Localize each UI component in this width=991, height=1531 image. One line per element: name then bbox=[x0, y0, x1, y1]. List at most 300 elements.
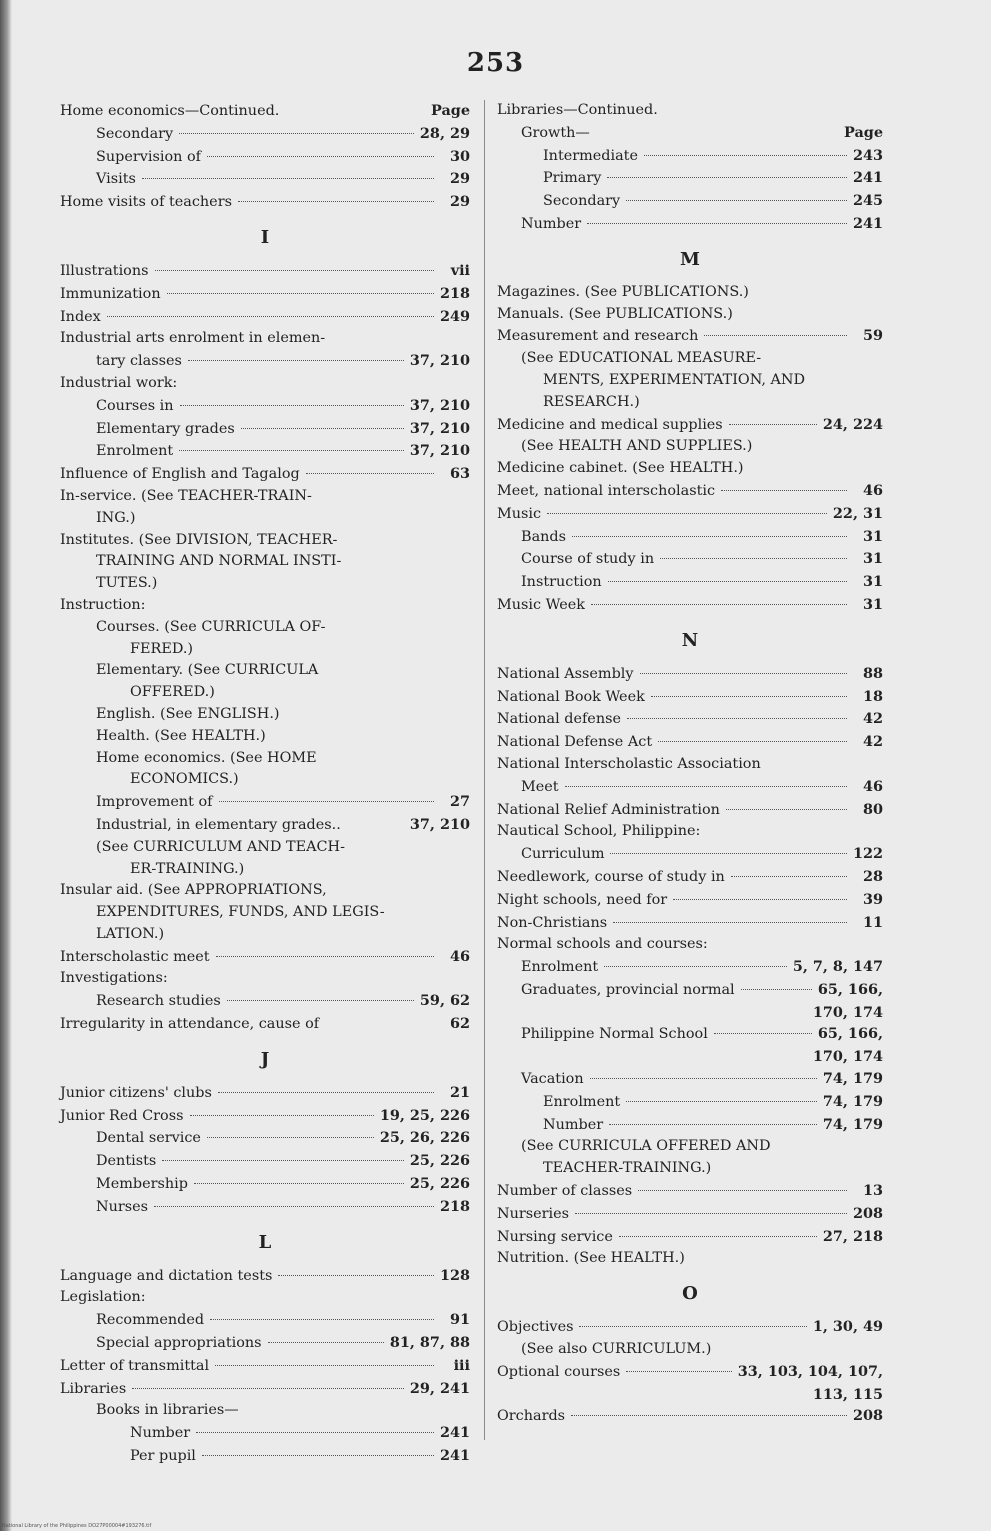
index-entry bbox=[497, 594, 883, 617]
index-entry bbox=[60, 283, 470, 306]
index-term: National Relief Administration bbox=[497, 801, 720, 818]
index-entry bbox=[497, 1248, 883, 1270]
index-entry bbox=[497, 799, 883, 822]
section-letter-o: O bbox=[682, 1283, 698, 1305]
dot-leader bbox=[194, 1183, 404, 1184]
index-entry bbox=[497, 956, 883, 979]
index-entry bbox=[60, 1287, 470, 1309]
page-reference: 63 bbox=[449, 465, 470, 483]
index-term: Number bbox=[130, 1425, 191, 1442]
index-term: Elementary grades bbox=[96, 420, 235, 437]
dot-leader bbox=[227, 1000, 414, 1001]
index-entry bbox=[60, 1150, 470, 1173]
dot-leader bbox=[604, 966, 787, 967]
index-entry bbox=[60, 791, 470, 814]
index-term: Recommended bbox=[96, 1312, 205, 1329]
dot-leader bbox=[215, 1365, 434, 1366]
page-reference: 29 bbox=[449, 170, 470, 188]
index-term: Magazines. (See PUBLICATIONS.) bbox=[497, 283, 749, 300]
dot-leader bbox=[572, 536, 847, 537]
dot-leader bbox=[179, 133, 414, 134]
index-entry bbox=[60, 191, 470, 214]
index-entry bbox=[497, 392, 883, 414]
dot-leader bbox=[626, 200, 847, 201]
index-entry bbox=[497, 731, 883, 754]
index-entry bbox=[60, 1445, 470, 1468]
index-entry bbox=[497, 1114, 883, 1137]
page-reference: 37, 210 bbox=[409, 352, 470, 370]
index-entry bbox=[497, 100, 883, 122]
page-reference: 5, 7, 8, 147 bbox=[792, 958, 883, 976]
index-column-left bbox=[60, 100, 470, 1468]
page-reference: 25, 226 bbox=[409, 1152, 470, 1170]
index-term: OFFERED.) bbox=[130, 684, 215, 701]
index-term: Immunization bbox=[60, 285, 161, 302]
index-term: Libraries—Continued. bbox=[497, 102, 658, 118]
page-reference: 18 bbox=[862, 687, 883, 705]
index-term: Index bbox=[60, 308, 101, 325]
index-term: Home economics—Continued. bbox=[60, 103, 280, 119]
index-term: Supervision of bbox=[96, 148, 201, 165]
index-entry bbox=[497, 1316, 883, 1339]
page-reference: 74, 179 bbox=[822, 1092, 883, 1110]
index-term: English. (See ENGLISH.) bbox=[96, 705, 280, 722]
index-entry bbox=[497, 1091, 883, 1114]
index-entry bbox=[60, 595, 470, 617]
index-entry bbox=[60, 260, 470, 283]
dot-leader bbox=[202, 1455, 434, 1456]
index-entry bbox=[497, 1226, 883, 1249]
page-reference: 241 bbox=[852, 169, 883, 187]
dot-leader bbox=[155, 270, 435, 271]
index-entry bbox=[60, 123, 470, 146]
dot-leader bbox=[640, 673, 847, 674]
index-term: Enrolment bbox=[543, 1093, 621, 1110]
dot-leader bbox=[741, 989, 812, 990]
dot-leader bbox=[132, 1388, 404, 1389]
dot-leader bbox=[731, 876, 847, 877]
index-term: Nurseries bbox=[497, 1205, 570, 1222]
dot-leader bbox=[547, 513, 827, 514]
dot-leader bbox=[268, 1342, 384, 1343]
page-reference: 19, 25, 226 bbox=[379, 1106, 470, 1124]
index-term: Home economics. (See HOME bbox=[96, 749, 317, 766]
index-term: Dentists bbox=[96, 1153, 157, 1170]
page-reference: 42 bbox=[862, 733, 883, 751]
index-term: EXPENDITURES, FUNDS, AND LEGIS- bbox=[96, 904, 385, 921]
index-entry bbox=[60, 1309, 470, 1332]
index-term: Letter of transmittal bbox=[60, 1357, 210, 1374]
page-reference: 37, 210 bbox=[409, 396, 470, 414]
index-term: Special appropriations bbox=[96, 1335, 262, 1352]
index-term: Vacation bbox=[521, 1071, 584, 1088]
index-entry bbox=[60, 1013, 470, 1036]
page-reference: 88 bbox=[862, 664, 883, 682]
index-term: (See also CURRICULUM.) bbox=[521, 1341, 712, 1358]
index-term: Books in libraries— bbox=[96, 1402, 239, 1419]
index-term: Number bbox=[521, 215, 582, 232]
index-term: Nursing service bbox=[497, 1228, 613, 1245]
index-entry bbox=[60, 639, 470, 661]
index-term: tary classes bbox=[96, 353, 182, 370]
index-term: TRAINING AND NORMAL INSTI- bbox=[96, 553, 342, 570]
dot-leader bbox=[107, 316, 434, 317]
index-entry bbox=[497, 1046, 883, 1068]
index-term: Home visits of teachers bbox=[60, 194, 232, 211]
index-entry bbox=[60, 373, 470, 395]
dot-leader bbox=[210, 1319, 434, 1320]
index-term: Graduates, provincial normal bbox=[521, 981, 735, 998]
page-reference: 218 bbox=[439, 284, 470, 302]
index-entry bbox=[60, 1378, 470, 1401]
index-entry bbox=[60, 1127, 470, 1150]
index-term: Enrolment bbox=[96, 443, 174, 460]
dot-leader bbox=[190, 1115, 374, 1116]
dot-leader bbox=[142, 178, 434, 179]
index-entry bbox=[60, 1355, 470, 1378]
dot-leader bbox=[207, 156, 434, 157]
index-entry bbox=[497, 821, 883, 843]
dot-leader bbox=[167, 293, 434, 294]
index-entry bbox=[497, 145, 883, 168]
dot-leader bbox=[726, 809, 847, 810]
index-entry bbox=[60, 395, 470, 418]
dot-leader bbox=[587, 223, 847, 224]
index-entry bbox=[60, 617, 470, 639]
page-reference: Page bbox=[431, 102, 470, 119]
index-term: (See HEALTH AND SUPPLIES.) bbox=[521, 438, 753, 455]
page-reference: 170, 174 bbox=[812, 1048, 883, 1066]
index-entry bbox=[497, 979, 883, 1002]
index-entry bbox=[60, 463, 470, 486]
index-term: Growth— bbox=[521, 124, 590, 141]
index-term: Industrial arts enrolment in elemen- bbox=[60, 330, 326, 347]
page-reference: 218 bbox=[439, 1197, 470, 1215]
dot-leader bbox=[610, 853, 846, 854]
index-term: Secondary bbox=[543, 193, 621, 210]
page-reference: 28 bbox=[862, 867, 883, 885]
scan-footer: National Library of the Philippines DO27P00004#193276.tif bbox=[2, 1523, 152, 1529]
index-entry bbox=[60, 946, 470, 969]
dot-leader bbox=[613, 922, 847, 923]
index-term: Curriculum bbox=[521, 846, 605, 863]
index-term: Nurses bbox=[96, 1198, 149, 1215]
index-entry bbox=[497, 526, 883, 549]
index-term: Junior Red Cross bbox=[60, 1107, 184, 1124]
page-reference: 24, 224 bbox=[822, 415, 883, 433]
index-term: Nutrition. (See HEALTH.) bbox=[497, 1250, 685, 1267]
index-term: Night schools, need for bbox=[497, 891, 668, 908]
index-entry bbox=[60, 1422, 470, 1445]
index-term: Optional courses bbox=[497, 1363, 621, 1380]
index-term: Improvement of bbox=[96, 794, 213, 811]
index-term: Legislation: bbox=[60, 1289, 146, 1306]
index-entry bbox=[60, 440, 470, 463]
index-term: Meet, national interscholastic bbox=[497, 482, 716, 499]
index-entry bbox=[60, 100, 470, 123]
index-entry bbox=[60, 328, 470, 350]
page-reference: 59 bbox=[862, 327, 883, 345]
index-term: Industrial work: bbox=[60, 374, 178, 391]
index-term: (See CURRICULUM AND TEACH- bbox=[96, 838, 345, 855]
dot-leader bbox=[619, 1236, 817, 1237]
index-term: FERED.) bbox=[130, 640, 194, 657]
dot-leader bbox=[154, 1206, 434, 1207]
column-divider bbox=[484, 100, 485, 1440]
page-reference: vii bbox=[450, 261, 470, 279]
index-term: Industrial, in elementary grades.. bbox=[96, 816, 341, 833]
index-entry bbox=[497, 122, 883, 145]
page-reference: 241 bbox=[439, 1424, 470, 1442]
index-term: Influence of English and Tagalog bbox=[60, 466, 300, 483]
dot-leader bbox=[627, 718, 847, 719]
page-reference: 42 bbox=[862, 710, 883, 728]
page-reference: 245 bbox=[852, 192, 883, 210]
index-term: Secondary bbox=[96, 125, 174, 142]
dot-leader bbox=[238, 201, 434, 202]
page-reference: 39 bbox=[862, 890, 883, 908]
index-entry bbox=[60, 859, 470, 881]
index-term: TUTES.) bbox=[96, 575, 158, 592]
index-entry bbox=[497, 1023, 883, 1046]
page-reference: 37, 210 bbox=[409, 442, 470, 460]
dot-leader bbox=[721, 490, 847, 491]
index-term: (See EDUCATIONAL MEASURE- bbox=[521, 350, 762, 367]
index-entry bbox=[60, 880, 470, 902]
page-reference: 37, 210 bbox=[409, 419, 470, 437]
page-number: 253 bbox=[466, 48, 525, 78]
index-term: Philippine Normal School bbox=[521, 1026, 708, 1043]
index-term: Medicine cabinet. (See HEALTH.) bbox=[497, 460, 744, 477]
dot-leader bbox=[644, 155, 847, 156]
index-entry bbox=[497, 503, 883, 526]
index-entry bbox=[497, 304, 883, 326]
index-term: Music bbox=[497, 505, 542, 522]
index-term: RESEARCH.) bbox=[543, 393, 640, 410]
index-entry bbox=[60, 168, 470, 191]
page-reference: 46 bbox=[449, 947, 470, 965]
index-entry bbox=[497, 1203, 883, 1226]
index-entry bbox=[60, 530, 470, 552]
dot-leader bbox=[609, 1124, 817, 1125]
index-entry bbox=[497, 1158, 883, 1180]
dot-leader bbox=[651, 696, 847, 697]
dot-leader bbox=[608, 581, 847, 582]
index-term: Institutes. (See DIVISION, TEACHER- bbox=[60, 531, 338, 548]
index-term: Bands bbox=[521, 528, 567, 545]
index-term: LATION.) bbox=[96, 925, 165, 942]
index-entry bbox=[497, 934, 883, 956]
index-entry bbox=[60, 1173, 470, 1196]
index-term: Manuals. (See PUBLICATIONS.) bbox=[497, 305, 733, 322]
index-entry bbox=[497, 889, 883, 912]
index-entry bbox=[497, 436, 883, 458]
index-entry bbox=[60, 902, 470, 924]
index-entry bbox=[497, 1136, 883, 1158]
index-term: Visits bbox=[96, 171, 136, 188]
index-term: Elementary. (See CURRICULA bbox=[96, 662, 319, 679]
page-reference: 74, 179 bbox=[822, 1070, 883, 1088]
index-entry bbox=[60, 1105, 470, 1128]
dot-leader bbox=[673, 899, 847, 900]
section-letter-j: J bbox=[260, 1048, 270, 1070]
page-reference: 25, 226 bbox=[409, 1175, 470, 1193]
dot-leader bbox=[180, 405, 404, 406]
index-entry bbox=[497, 843, 883, 866]
index-entry bbox=[60, 508, 470, 530]
index-entry bbox=[497, 686, 883, 709]
index-entry bbox=[60, 1400, 470, 1422]
index-term: Research studies bbox=[96, 993, 221, 1010]
index-entry bbox=[60, 837, 470, 859]
index-entry bbox=[497, 776, 883, 799]
index-term: Courses in bbox=[96, 397, 174, 414]
dot-leader bbox=[278, 1275, 434, 1276]
index-term: Needlework, course of study in bbox=[497, 868, 725, 885]
dot-leader bbox=[162, 1160, 404, 1161]
index-term: TEACHER-TRAINING.) bbox=[543, 1160, 712, 1177]
index-term: Intermediate bbox=[543, 147, 638, 164]
dot-leader bbox=[626, 1101, 817, 1102]
index-entry bbox=[497, 1361, 883, 1384]
index-entry bbox=[60, 1265, 470, 1288]
index-entry bbox=[497, 708, 883, 731]
page-reference: 27, 218 bbox=[822, 1227, 883, 1245]
index-term: Measurement and research bbox=[497, 328, 699, 345]
index-entry bbox=[60, 660, 470, 682]
index-entry bbox=[60, 1082, 470, 1105]
section-letter-m: M bbox=[680, 248, 700, 270]
dot-leader bbox=[179, 450, 404, 451]
page-reference: 249 bbox=[439, 307, 470, 325]
index-entry bbox=[497, 1405, 883, 1428]
index-term: Nautical School, Philippine: bbox=[497, 823, 701, 840]
index-term: National Book Week bbox=[497, 688, 645, 705]
index-term: Libraries bbox=[60, 1380, 127, 1397]
dot-leader bbox=[704, 335, 847, 336]
dot-leader bbox=[207, 1137, 374, 1138]
index-term: National Interscholastic Association bbox=[497, 755, 761, 772]
page-reference: 31 bbox=[862, 573, 883, 591]
page-reference: iii bbox=[453, 1356, 470, 1374]
index-entry bbox=[60, 146, 470, 169]
dot-leader bbox=[729, 424, 817, 425]
index-entry bbox=[497, 325, 883, 348]
index-entry bbox=[60, 924, 470, 946]
index-entry bbox=[497, 370, 883, 392]
dot-leader bbox=[714, 1033, 812, 1034]
page-reference: 31 bbox=[862, 550, 883, 568]
dot-leader bbox=[571, 1415, 847, 1416]
index-term: Membership bbox=[96, 1176, 188, 1193]
index-entry bbox=[497, 190, 883, 213]
index-term: ECONOMICS.) bbox=[130, 771, 239, 788]
page-reference: 37, 210 bbox=[409, 815, 470, 833]
index-term: Instruction bbox=[521, 574, 602, 591]
dot-leader bbox=[591, 604, 847, 605]
index-term: Course of study in bbox=[521, 551, 655, 568]
page-reference: 22, 31 bbox=[832, 504, 883, 522]
dot-leader bbox=[219, 801, 434, 802]
index-term: Medicine and medical supplies bbox=[497, 416, 723, 433]
index-entry bbox=[497, 213, 883, 236]
index-entry bbox=[60, 704, 470, 726]
dot-leader bbox=[626, 1371, 732, 1372]
page-reference: 74, 179 bbox=[822, 1115, 883, 1133]
page-reference: 11 bbox=[862, 913, 883, 931]
index-entry bbox=[497, 167, 883, 190]
page-reference: 208 bbox=[852, 1204, 883, 1222]
dot-leader bbox=[638, 1190, 847, 1191]
page-reference: 91 bbox=[449, 1311, 470, 1329]
index-entry bbox=[60, 573, 470, 595]
page-reference: 241 bbox=[439, 1447, 470, 1465]
page-reference: 28, 29 bbox=[419, 124, 470, 142]
index-term: Number of classes bbox=[497, 1183, 633, 1200]
index-entry bbox=[497, 1384, 883, 1406]
index-entry bbox=[497, 1068, 883, 1091]
index-term: Dental service bbox=[96, 1130, 201, 1147]
page-reference: 30 bbox=[449, 147, 470, 165]
index-entry bbox=[60, 306, 470, 329]
index-term: Meet bbox=[521, 778, 559, 795]
index-entry bbox=[497, 1339, 883, 1361]
page-reference: 81, 87, 88 bbox=[389, 1334, 470, 1352]
page-reference: 113, 115 bbox=[812, 1385, 883, 1403]
index-term: Normal schools and courses: bbox=[497, 936, 708, 953]
index-entry bbox=[497, 414, 883, 437]
index-term: Non-Christians bbox=[497, 914, 608, 931]
dot-leader bbox=[575, 1213, 847, 1214]
index-entry bbox=[60, 1332, 470, 1355]
index-term: Per pupil bbox=[130, 1448, 196, 1465]
index-entry bbox=[60, 968, 470, 990]
index-column-right bbox=[497, 100, 883, 1428]
index-term: Investigations: bbox=[60, 970, 168, 987]
index-term: Instruction: bbox=[60, 596, 146, 613]
page-reference: 59, 62 bbox=[419, 992, 470, 1010]
index-entry bbox=[60, 551, 470, 573]
dot-leader bbox=[565, 786, 847, 787]
index-term: Number bbox=[543, 1116, 604, 1133]
index-term: National defense bbox=[497, 711, 621, 728]
page-reference: 46 bbox=[862, 481, 883, 499]
page-reference: 31 bbox=[862, 595, 883, 613]
page-reference: 29 bbox=[449, 193, 470, 211]
index-term: Music Week bbox=[497, 596, 585, 613]
page-binding-edge bbox=[0, 0, 12, 1531]
page-reference: 241 bbox=[852, 214, 883, 232]
index-term: Courses. (See CURRICULA OF- bbox=[96, 618, 326, 635]
index-entry bbox=[60, 1196, 470, 1219]
page-reference: 208 bbox=[852, 1407, 883, 1425]
dot-leader bbox=[216, 956, 434, 957]
index-entry bbox=[60, 814, 470, 837]
index-term: ING.) bbox=[96, 509, 136, 526]
index-term: Health. (See HEALTH.) bbox=[96, 727, 266, 744]
page-reference: 13 bbox=[862, 1182, 883, 1200]
section-letter-n: N bbox=[681, 629, 699, 651]
index-term: Enrolment bbox=[521, 959, 599, 976]
index-entry bbox=[60, 726, 470, 748]
index-term: (See CURRICULA OFFERED AND bbox=[521, 1138, 771, 1155]
index-entry bbox=[60, 350, 470, 373]
index-entry bbox=[497, 663, 883, 686]
index-entry bbox=[60, 990, 470, 1013]
section-letter-l: L bbox=[258, 1231, 272, 1253]
dot-leader bbox=[607, 177, 847, 178]
index-term: Primary bbox=[543, 170, 602, 187]
